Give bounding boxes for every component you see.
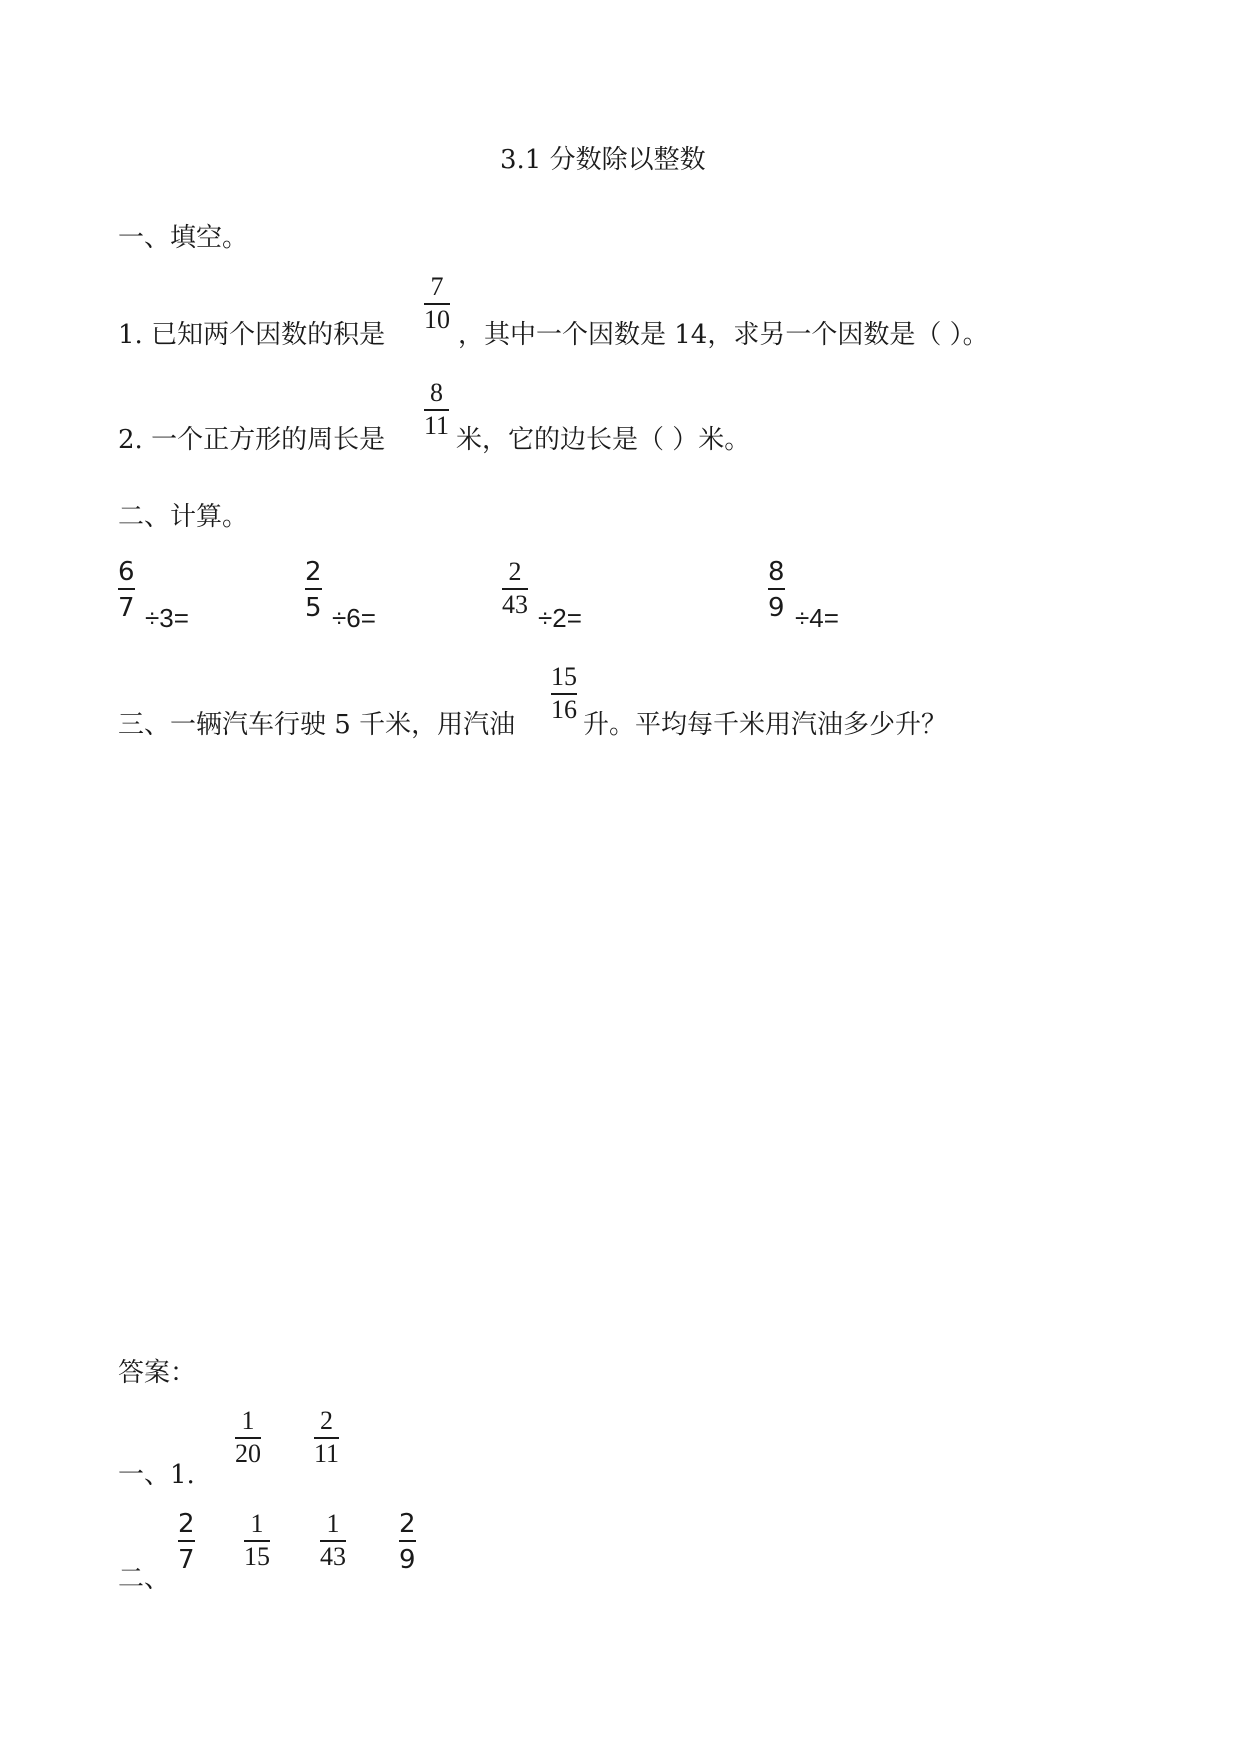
fraction-numerator: 1 bbox=[241, 1406, 255, 1435]
question-1-fraction bbox=[424, 274, 450, 333]
fraction-denominator: 43 bbox=[502, 590, 528, 619]
answer-1-fraction-2 bbox=[314, 1408, 339, 1467]
answer-1-label: 一、1. bbox=[118, 1460, 195, 1490]
fraction-numerator: 7 bbox=[430, 272, 444, 301]
fraction-denominator: 15 bbox=[244, 1542, 270, 1571]
fraction-numerator: 2 bbox=[508, 557, 522, 586]
answer-2-fraction-1 bbox=[178, 1511, 195, 1573]
fraction-numerator: 1 bbox=[250, 1509, 264, 1538]
question-1-lead: 1. 已知两个因数的积是 bbox=[118, 320, 386, 350]
question-2-fraction bbox=[424, 380, 449, 439]
fraction-numerator: 2 bbox=[320, 1406, 334, 1435]
section-3-lead: 三、一辆汽车行驶 5 千米，用汽油 bbox=[118, 710, 516, 740]
answer-2-fraction-3 bbox=[320, 1511, 346, 1570]
calc-fraction-3 bbox=[502, 559, 528, 618]
fraction-denominator: 7 bbox=[118, 593, 135, 623]
fraction-denominator: 9 bbox=[768, 593, 785, 623]
answers-heading: 答案： bbox=[118, 1358, 197, 1388]
fraction-numerator: 2 bbox=[178, 1509, 195, 1539]
fraction-denominator: 20 bbox=[235, 1439, 261, 1468]
section-2-heading: 二、计算。 bbox=[118, 502, 249, 532]
page-title: 3.1 分数除以整数 bbox=[500, 145, 706, 175]
calc-fraction-4 bbox=[768, 559, 785, 621]
fraction-denominator: 11 bbox=[424, 411, 450, 440]
fraction-numerator: 8 bbox=[768, 557, 785, 587]
section-3-fraction bbox=[551, 664, 577, 723]
fraction-numerator: 6 bbox=[118, 557, 135, 587]
fraction-numerator: 1 bbox=[326, 1509, 340, 1538]
fraction-denominator: 9 bbox=[399, 1545, 416, 1575]
answer-2-fraction-4 bbox=[399, 1511, 416, 1573]
fraction-numerator: 8 bbox=[430, 378, 444, 407]
fraction-denominator: 7 bbox=[178, 1545, 195, 1575]
fraction-denominator: 10 bbox=[424, 305, 450, 334]
answer-1-fraction-1 bbox=[235, 1408, 261, 1467]
fraction-denominator: 43 bbox=[320, 1542, 346, 1571]
calc-fraction-1 bbox=[118, 559, 135, 621]
question-2-rest: 米，它的边长是（ ）米。 bbox=[456, 425, 751, 455]
fraction-numerator: 15 bbox=[551, 662, 577, 691]
section-3-rest: 升。平均每千米用汽油多少升？ bbox=[583, 710, 948, 740]
calc-operator-1: ÷3= bbox=[145, 603, 189, 633]
fraction-denominator: 16 bbox=[551, 695, 577, 724]
question-2-lead: 2. 一个正方形的周长是 bbox=[118, 425, 386, 455]
answer-2-label: 二、 bbox=[118, 1564, 171, 1594]
question-1-rest: ，其中一个因数是 14，求另一个因数是（ ）。 bbox=[458, 320, 989, 350]
calc-operator-4: ÷4= bbox=[795, 603, 839, 633]
fraction-numerator: 2 bbox=[399, 1509, 416, 1539]
answer-2-fraction-2 bbox=[244, 1511, 270, 1570]
calc-operator-2: ÷6= bbox=[332, 603, 376, 633]
fraction-numerator: 2 bbox=[305, 557, 322, 587]
calc-operator-3: ÷2= bbox=[538, 603, 582, 633]
fraction-denominator: 5 bbox=[305, 593, 322, 623]
fraction-denominator: 11 bbox=[314, 1439, 340, 1468]
section-1-heading: 一、填空。 bbox=[118, 223, 249, 253]
calc-fraction-2 bbox=[305, 559, 322, 621]
